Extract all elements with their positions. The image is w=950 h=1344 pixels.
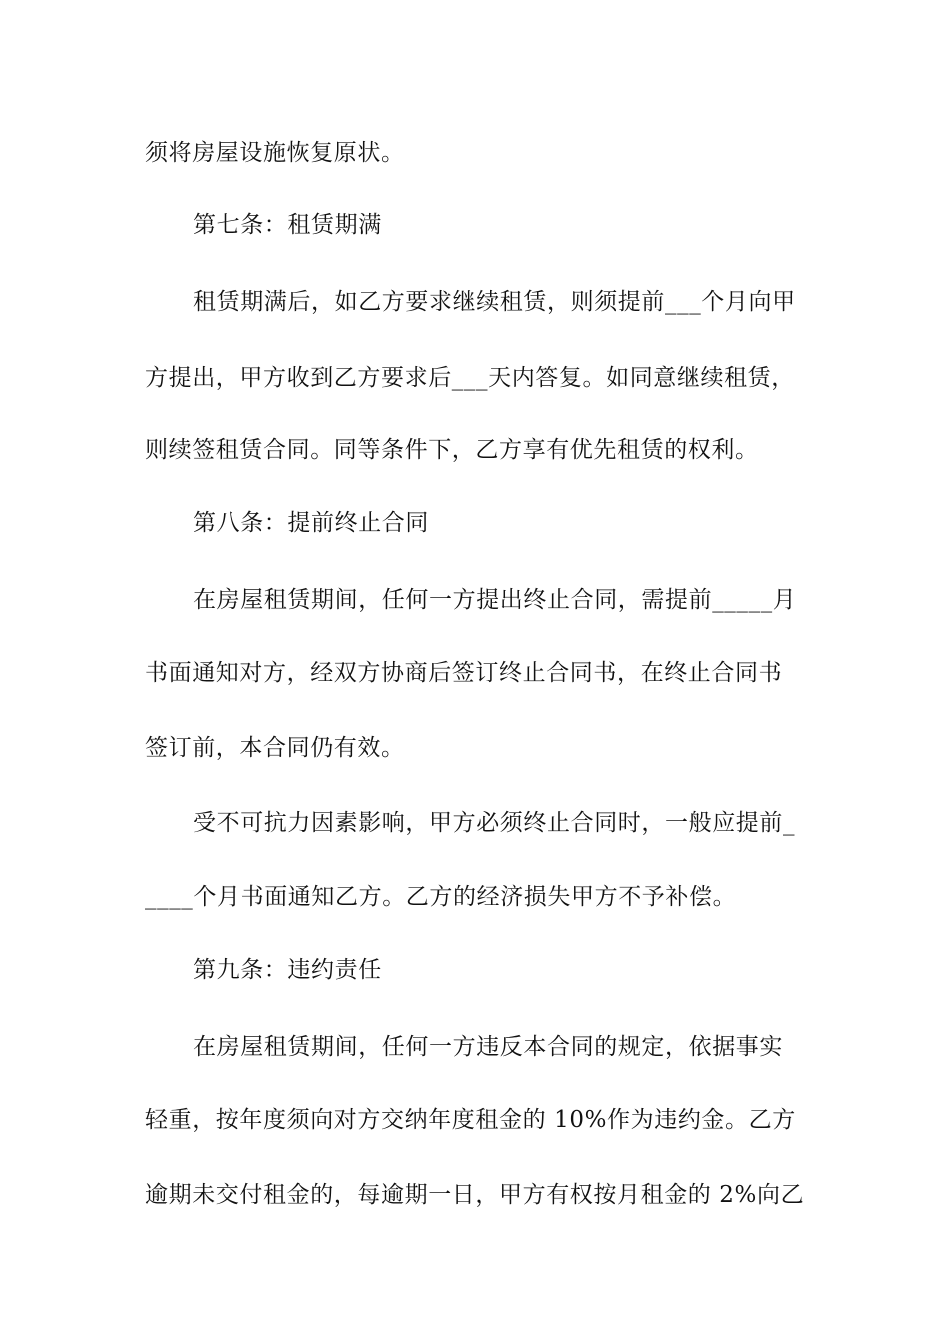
paragraph-line: 在房屋租赁期间，任何一方提出终止合同，需提前_____月 — [193, 587, 797, 613]
paragraph-line: 签订前，本合同仍有效。 — [145, 735, 405, 761]
paragraph-line: 逾期未交付租金的，每逾期一日，甲方有权按月租金的 2%向乙 — [145, 1182, 805, 1208]
paragraph-line: 书面通知对方，经双方协商后签订终止合同书，在终止合同书 — [145, 660, 783, 686]
section-heading-9: 第九条：违约责任 — [193, 957, 382, 983]
paragraph-line: ____个月书面通知乙方。乙方的经济损失甲方不予补偿。 — [145, 884, 737, 910]
paragraph-line: 则续签租赁合同。同等条件下，乙方享有优先租赁的权利。 — [145, 437, 759, 463]
paragraph-line: 受不可抗力因素影响，甲方必须终止合同时，一般应提前_ — [193, 810, 796, 836]
paragraph-line: 在房屋租赁期间，任何一方违反本合同的规定，依据事实 — [193, 1034, 783, 1060]
paragraph-line: 租赁期满后，如乙方要求继续租赁，则须提前___个月向甲 — [193, 289, 796, 315]
section-heading-7: 第七条：租赁期满 — [193, 212, 382, 238]
section-heading-8: 第八条：提前终止合同 — [193, 510, 429, 536]
paragraph-line: 须将房屋设施恢复原状。 — [145, 140, 405, 166]
paragraph-line: 轻重，按年度须向对方交纳年度租金的 10%作为违约金。乙方 — [145, 1107, 796, 1133]
paragraph-line: 方提出，甲方收到乙方要求后___天内答复。如同意继续租赁， — [145, 365, 795, 391]
